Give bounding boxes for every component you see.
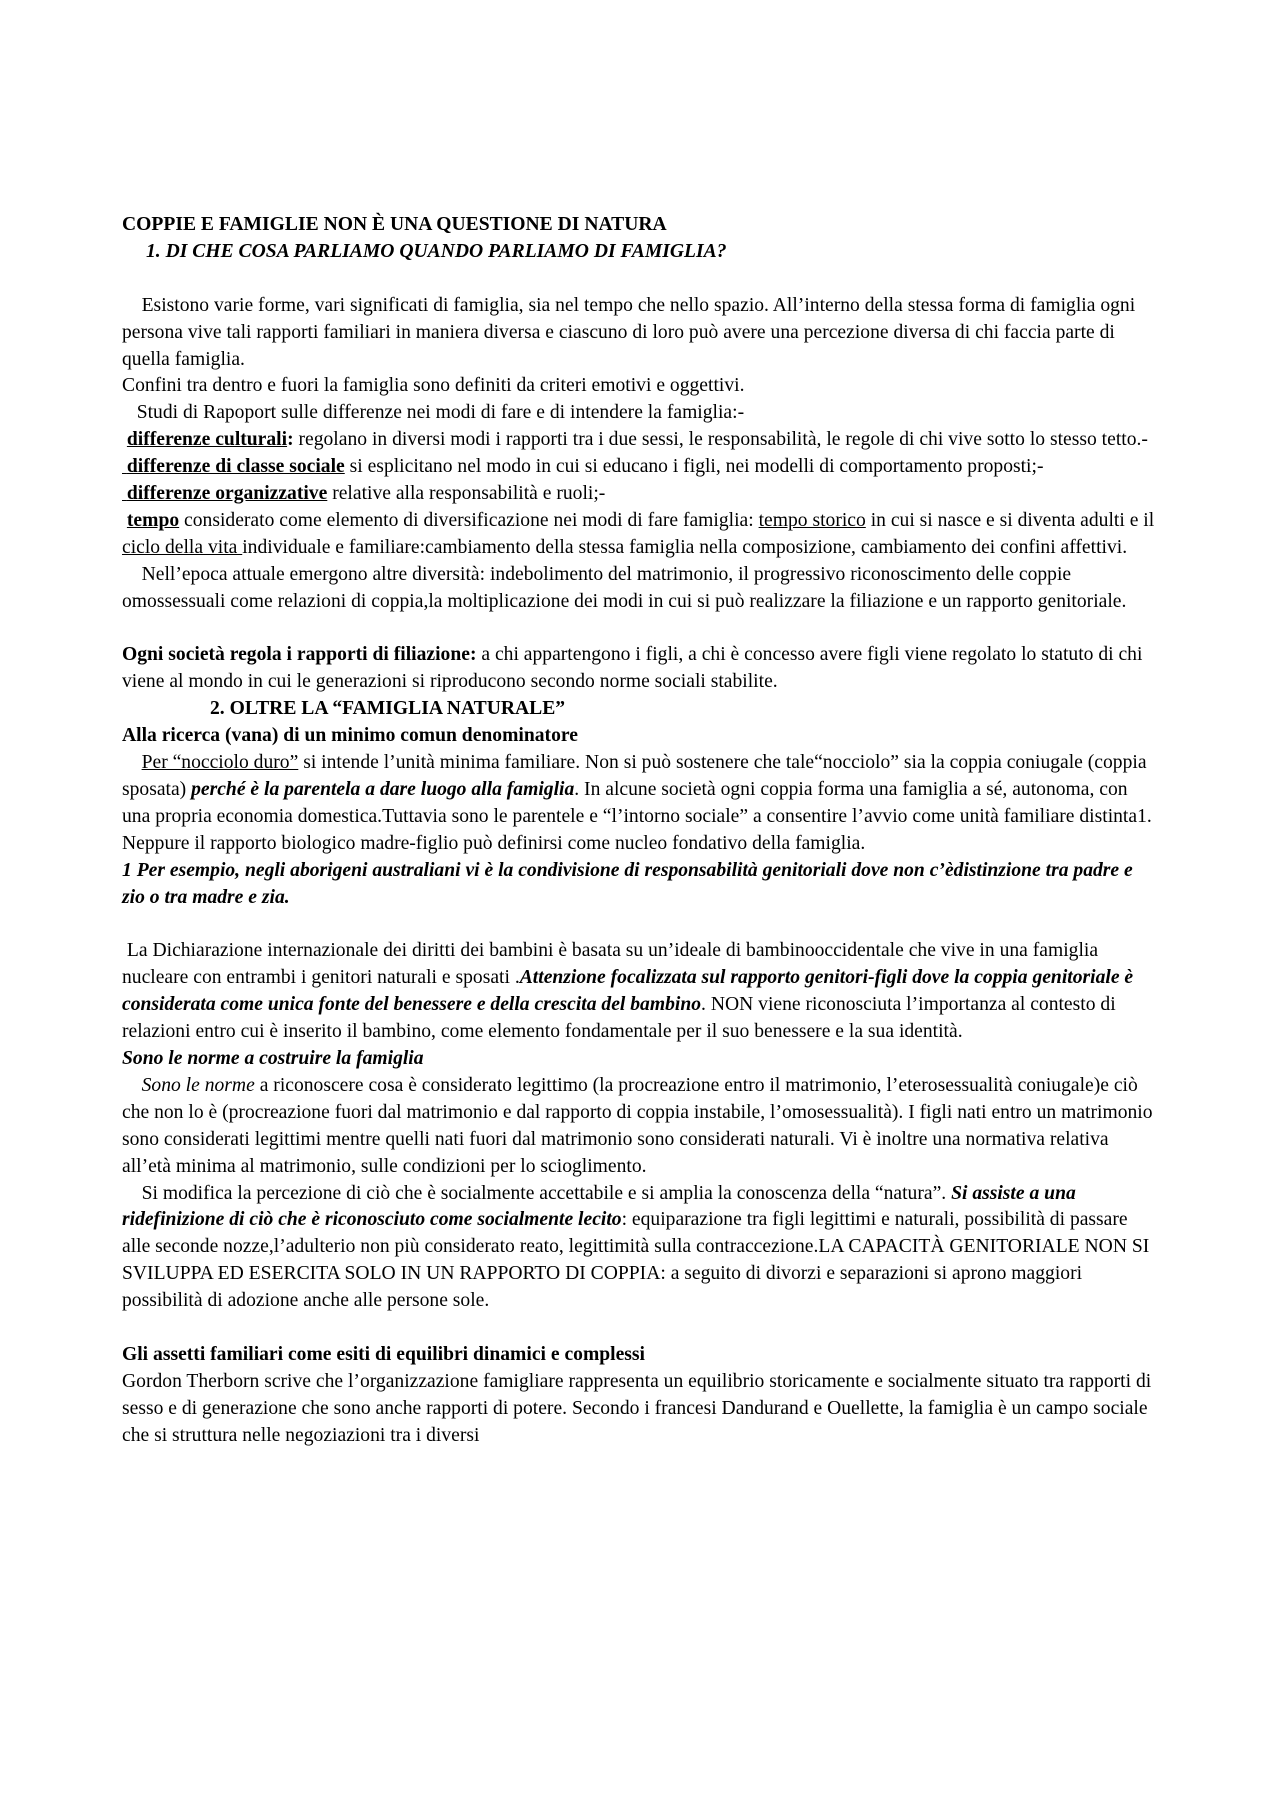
paragraph-epoca-attuale: Nell’epoca attuale emergono altre diversità: indebolimento del matrimonio, il progressivo riconoscimento delle coppie omossessuali come relazioni di coppia,la moltiplicazione dei modi in cui si può realizzare la filiazione e un rapporto genitoriale.	[122, 563, 1127, 612]
blank-line	[122, 912, 1160, 939]
paragraph-therborn: Gordon Therborn scrive che l’organizzazione famigliare rappresenta un equilibrio storicamente e socialmente situato tra rapporti di sesso e di generazione che sono anche rapporti di potere. Secondo i francesi Dandurand e Ouellette, la famiglia è un campo sociale che si struttura nelle negoziazioni tra i diversi	[122, 1370, 1152, 1446]
subheading-assetti-familiari: Gli assetti familiari come esiti di equilibri dinamici e complessi	[122, 1344, 645, 1365]
paragraph-forme-famiglia: Esistono varie forme, vari significati di famiglia, sia nel tempo che nello spazio. All’interno della stessa forma di famiglia ogni persona vive tali rapporti familiari in maniera diversa e ciascuno di loro può avere una percezione diversa di chi faccia parte di quella famiglia.	[122, 294, 1136, 370]
subheading-norme: Sono le norme a costruire la famiglia	[122, 1048, 424, 1070]
blank-line	[122, 1315, 1160, 1342]
section-heading-1: 1. DI CHE COSA PARLIAMO QUANDO PARLIAMO DI FAMIGLIA?	[146, 240, 727, 262]
subheading-minimo-comun-denominatore: Alla ricerca (vana) di un minimo comun denominatore	[122, 725, 578, 747]
paragraph-confini: Confini tra dentro e fuori la famiglia sono definiti da criteri emotivi e oggettivi.	[122, 375, 745, 397]
paragraph-filiazione: Ogni società regola i rapporti di filiazione: a chi appartengono i figli, a chi è concesso avere figli viene regolato lo statuto di chi viene al mondo in cui le generazioni si riproducono secondo norme sociali stabilite.	[122, 644, 1143, 693]
blank-line	[122, 616, 1160, 643]
document-title: COPPIE E FAMIGLIE NON È UNA QUESTIONE DI NATURA	[122, 214, 667, 235]
blank-line	[122, 266, 1160, 293]
list-item-differenze-culturali: differenze culturali: regolano in diversi modi i rapporti tra i due sessi, le responsabilità, le regole di chi vive sotto lo stesso tetto.-	[126, 429, 1148, 451]
section-heading-2: 2. OLTRE LA “FAMIGLIA NATURALE”	[210, 698, 566, 720]
paragraph-rapoport: Studi di Rapoport sulle differenze nei modi di fare e di intendere la famiglia:-	[136, 402, 745, 424]
list-item-tempo: tempo considerato come elemento di diversificazione nei modi di fare famiglia: tempo storico in cui si nasce e si diventa adulti e il ciclo della vita individuale e familiare:cambiamento della stessa famiglia nella composizione, cambiamento dei confini affettivi.	[122, 509, 1155, 558]
list-item-differenze-classe: differenze di classe sociale si esplicitano nel modo in cui si educano i figli, nei modelli di comportamento proposti;-	[126, 456, 1044, 478]
paragraph-ridefinizione: Si modifica la percezione di ciò che è socialmente accettabile e si amplia la conoscenza della “natura”. Si assiste a una ridefinizione di ciò che è riconosciuto come socialmente lecito: equiparazione tra figli legittimi e naturali, possibilità di passare alle seconde nozze,l’adulterio non più considerato reato, legittimità sulla contraccezione.LA CAPACITÀ GENITORIALE NON SI SVILUPPA ED ESERCITA SOLO IN UN RAPPORTO DI COPPIA: a seguito di divorzi e separazioni si aprono maggiori possibilità di adozione anche alle persone sole.	[122, 1182, 1150, 1312]
paragraph-nocciolo-duro: Per “nocciolo duro” si intende l’unità minima familiare. Non si può sostenere che tale“nocciolo” sia la coppia coniugale (coppia sposata) perché è la parentela a dare luogo alla famiglia. In alcune società ogni coppia forma una famiglia a sé, autonoma, con una propria economia domestica.Tuttavia sono le parentele e “l’intorno sociale” a consentire l’avvio come unità familiare distinta1. Neppure il rapporto biologico madre-figlio può definirsi come nucleo fondativo della famiglia.	[122, 752, 1152, 854]
paragraph-norme: Sono le norme a riconoscere cosa è considerato legittimo (la procreazione entro il matrimonio, l’eterosessualità coniugale)e ciò che non lo è (procreazione fuori dal matrimonio e dal rapporto di coppia instabile, l’omosessualità). I figli nati entro un matrimonio sono considerati legittimi mentre quelli nati fuori dal matrimonio sono considerati naturali. Vi è inoltre una normativa relativa all’età minima al matrimonio, sulle condizioni per lo scioglimento.	[122, 1074, 1153, 1177]
list-item-differenze-organizzative: differenze organizzative relative alla responsabilità e ruoli;-	[126, 483, 606, 505]
document-body	[122, 212, 1160, 1450]
paragraph-dichiarazione: La Dichiarazione internazionale dei diritti dei bambini è basata su un’ideale di bambinooccidentale che vive in una famiglia nucleare con entrambi i genitori naturali e sposati .Attenzione focalizzata sul rapporto genitori-figli dove la coppia genitoriale è considerata come unica fonte del benessere e della crescita del bambino. NON viene riconosciuta l’importanza al contesto di relazioni entro cui è inserito il bambino, come elemento fondamentale per il suo benessere e la sua identità.	[122, 940, 1134, 1043]
footnote-1: 1 Per esempio, negli aborigeni australiani vi è la condivisione di responsabilità genitoriali dove non c’èdistinzione tra padre e zio o tra madre e zia.	[122, 859, 1133, 908]
